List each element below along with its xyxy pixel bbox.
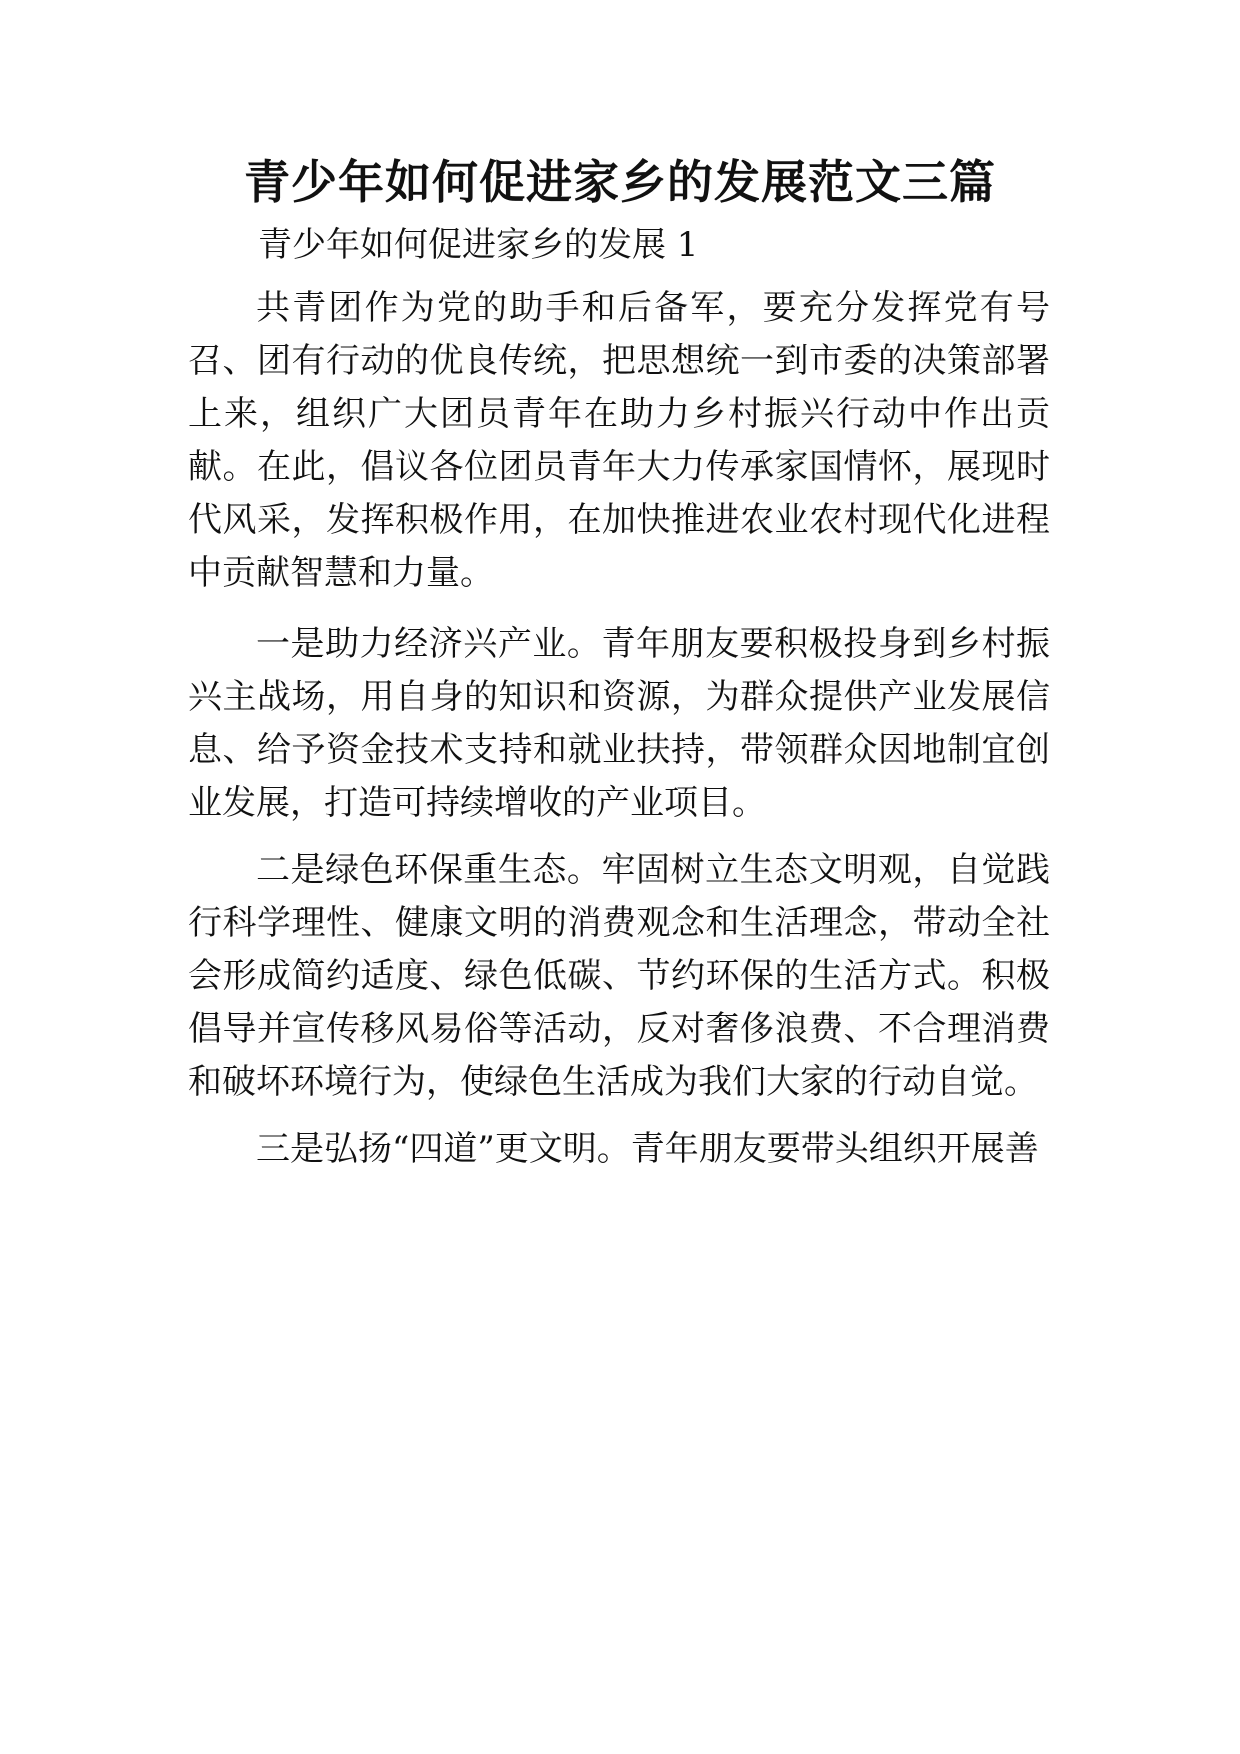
page-title: 青少年如何促进家乡的发展范文三篇 [244, 155, 996, 209]
document-body [188, 282, 1050, 1176]
paragraph: 共青团作为党的助手和后备军，要充分发挥党有号召、团有行动的优良传统，把思想统一到市委的决策部署上来，组织广大团员青年在助力乡村振兴行动中作出贡献。在此，倡议各位团员青年大力传承家国情怀，展现时代风采，发挥积极作用，在加快推进农业农村现代化进程中贡献智慧和力量。 [188, 288, 1050, 593]
paragraph: 三是弘扬“四道”更文明。青年朋友要带头组织开展善 [256, 1129, 1039, 1169]
paragraph: 二是绿色环保重生态。牢固树立生态文明观，自觉践行科学理性、健康文明的消费观念和生活理念，带动全社会形成简约适度、绿色低碳、节约环保的生活方式。积极倡导并宣传移风易俗等活动，反对奢侈浪费、不合理消费和破坏环境行为，使绿色生活成为我们大家的行动自觉。 [188, 850, 1050, 1102]
paragraph: 一是助力经济兴产业。青年朋友要积极投身到乡村振兴主战场，用自身的知识和资源，为群众提供产业发展信息、给予资金技术支持和就业扶持，带领群众因地制宜创业发展，打造可持续增收的产业项目。 [188, 624, 1050, 823]
section-heading: 青少年如何促进家乡的发展 1 [258, 225, 699, 265]
